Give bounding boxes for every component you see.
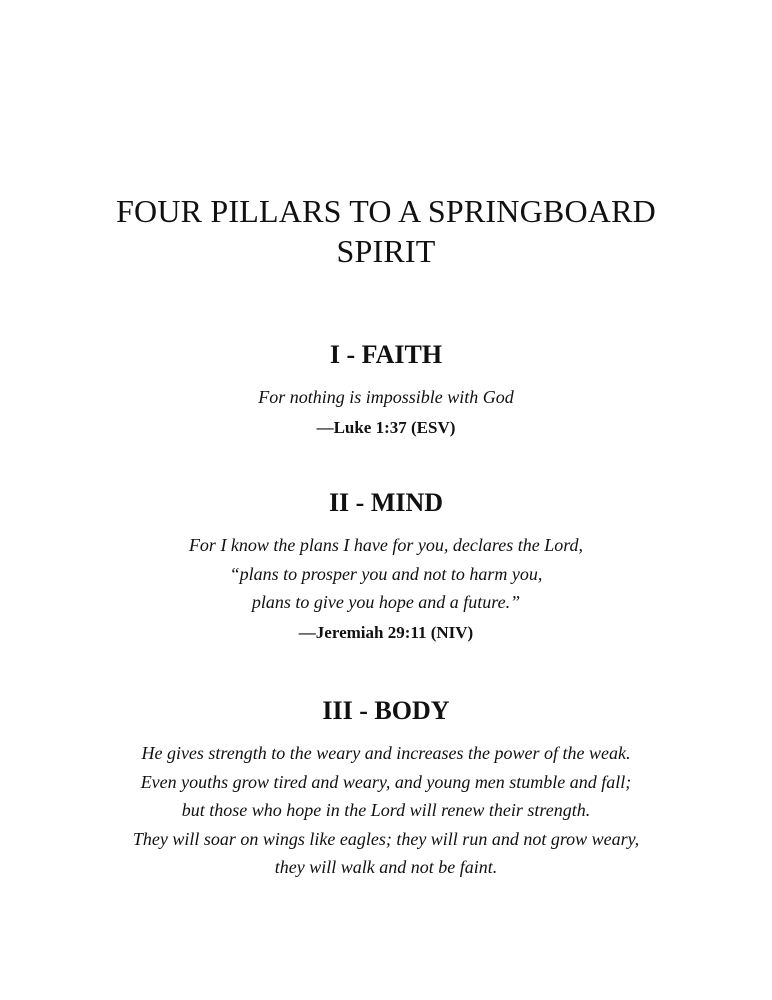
section-heading: II - MIND [328, 488, 444, 517]
section-faith [0, 339, 772, 440]
verse-line: but those who hope in the Lord will renew their strength. [181, 800, 591, 820]
section-body [0, 695, 772, 882]
verse [0, 383, 772, 412]
verse-citation: —Jeremiah 29:11 (NIV) [298, 622, 474, 642]
verse-line: They will soar on wings like eagles; they will run and not grow weary, [132, 828, 640, 849]
verse-line: For I know the plans I have for you, declares the Lord, [188, 535, 584, 555]
verse-citation: —Luke 1:37 (ESV) [316, 417, 456, 437]
verse-line: Even youths grow tired and weary, and young men stumble and fall; [140, 771, 632, 792]
verse-line: He gives strength to the weary and increases the power of the weak. [141, 743, 631, 763]
verse-line: For nothing is impossible with God [258, 387, 514, 407]
verse-line: they will walk and not be faint. [274, 857, 498, 877]
title-line: FOUR PILLARS TO A SPRINGBOARD [116, 193, 656, 230]
section-heading: I - FAITH [329, 340, 443, 369]
verse-line: plans to give you hope and a future.” [251, 592, 521, 612]
title-line: SPIRIT [336, 233, 436, 270]
section-mind [0, 487, 772, 645]
verse-line: “plans to prosper you and not to harm you, [229, 563, 543, 584]
verse [0, 531, 772, 617]
section-heading: III - BODY [322, 696, 450, 725]
document-title [0, 191, 772, 271]
verse [0, 739, 772, 882]
